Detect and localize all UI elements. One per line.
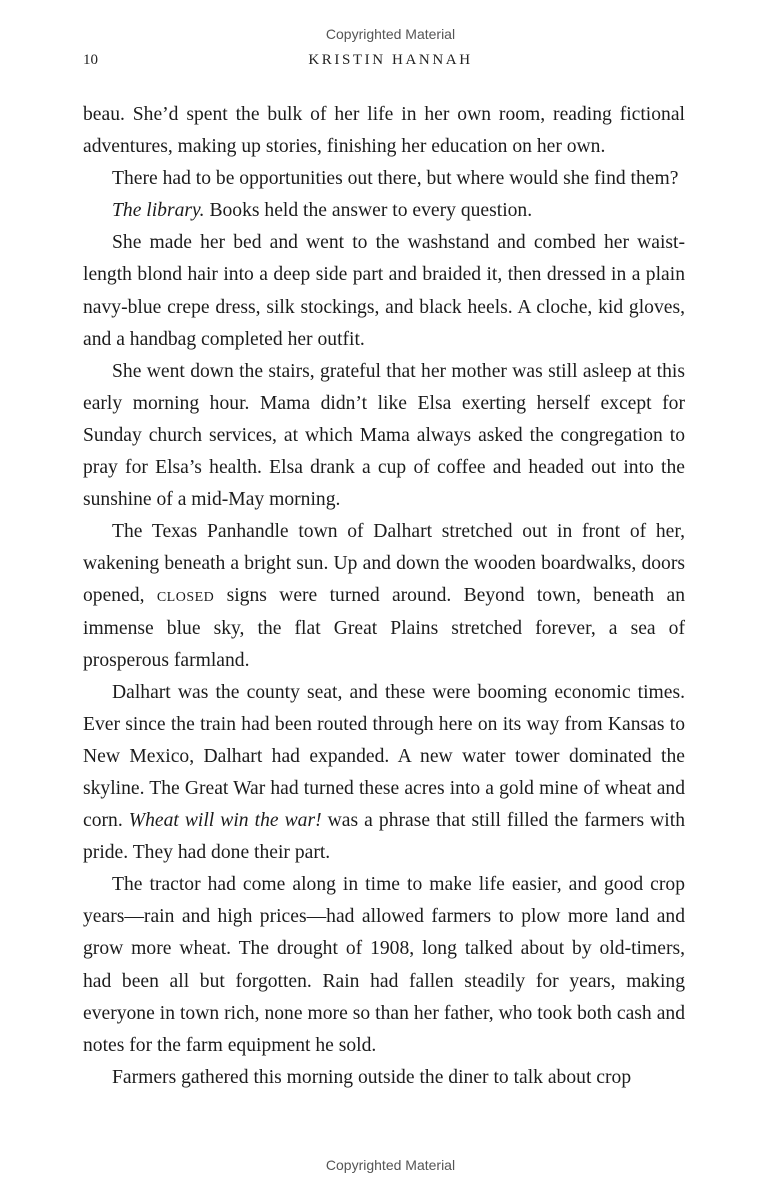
paragraph: Farmers gathered this morning outside the diner to talk about crop: [112, 1066, 632, 1088]
paragraph: [83, 516, 685, 676]
paragraph-text: Dalhart was the county seat, and these were booming economic times. Ever since the train had been routed through here on its way from Kansas to New Mexico, Dalhart had expanded. A new water tower dominated the skyline. The Great War had turned these acres into a gold mine of wheat and corn.: [83, 681, 685, 832]
running-header: [0, 52, 781, 72]
italic-phrase: The library.: [112, 200, 205, 222]
copyright-watermark-top: Copyrighted Material: [325, 26, 456, 42]
running-header-author: KRISTIN HANNAH: [308, 52, 473, 68]
paragraph: She made her bed and went to the washstand and combed her waist-length blond hair into a deep side part and braided it, then dressed in a plain navy-blue crepe dress, silk stockings, and black heels. A cloche, kid gloves, and a handbag completed her outfit.: [83, 232, 685, 350]
paragraph: beau. She’d spent the bulk of her life in her own room, reading fictional adventures, making up stories, finishing her education on her own.: [83, 104, 685, 158]
paragraph: [83, 677, 685, 870]
paragraph: She went down the stairs, grateful that her mother was still asleep at this early morning hour. Mama didn’t like Elsa exerting herself except for Sunday church services, at which Mama always asked the congregation to pray for Elsa’s health. Elsa drank a cup of coffee and headed out into the sunshine of a mid-May morning.: [83, 360, 685, 511]
paragraph-text: Books held the answer to every question.: [204, 200, 533, 222]
paragraph-text: The Texas Panhandle town of Dalhart stretched out in front of her, wakening beneath a bright sun. Up and down the wooden boardwalks, doors opened,: [83, 521, 685, 607]
paragraph-text: was a phrase that still filled the farmers with pride. They had done their part.: [83, 810, 685, 864]
page-body: [83, 99, 685, 1094]
paragraph: The tractor had come along in time to make life easier, and good crop years—rain and high prices—had allowed farmers to plow more land and grow more wheat. The drought of 1908, long talked about by old-timers, had been all but forgotten. Rain had fallen steadily for years, making everyone in town rich, none more so than her father, who took both cash and notes for the farm equipment he sold.: [83, 874, 685, 1056]
paragraph: There had to be opportunities out there, but where would she find them?: [112, 168, 679, 190]
italic-phrase: Wheat will win the war!: [128, 810, 322, 832]
paragraph: [83, 195, 685, 227]
copyright-watermark-bottom: Copyrighted Material: [325, 1157, 456, 1173]
page-number: 10: [83, 52, 98, 68]
small-caps-word: closed: [156, 585, 215, 607]
paragraph-text: signs were turned around. Beyond town, beneath an immense blue sky, the flat Great Plains stretched forever, a sea of prosperous farmland.: [83, 585, 685, 671]
